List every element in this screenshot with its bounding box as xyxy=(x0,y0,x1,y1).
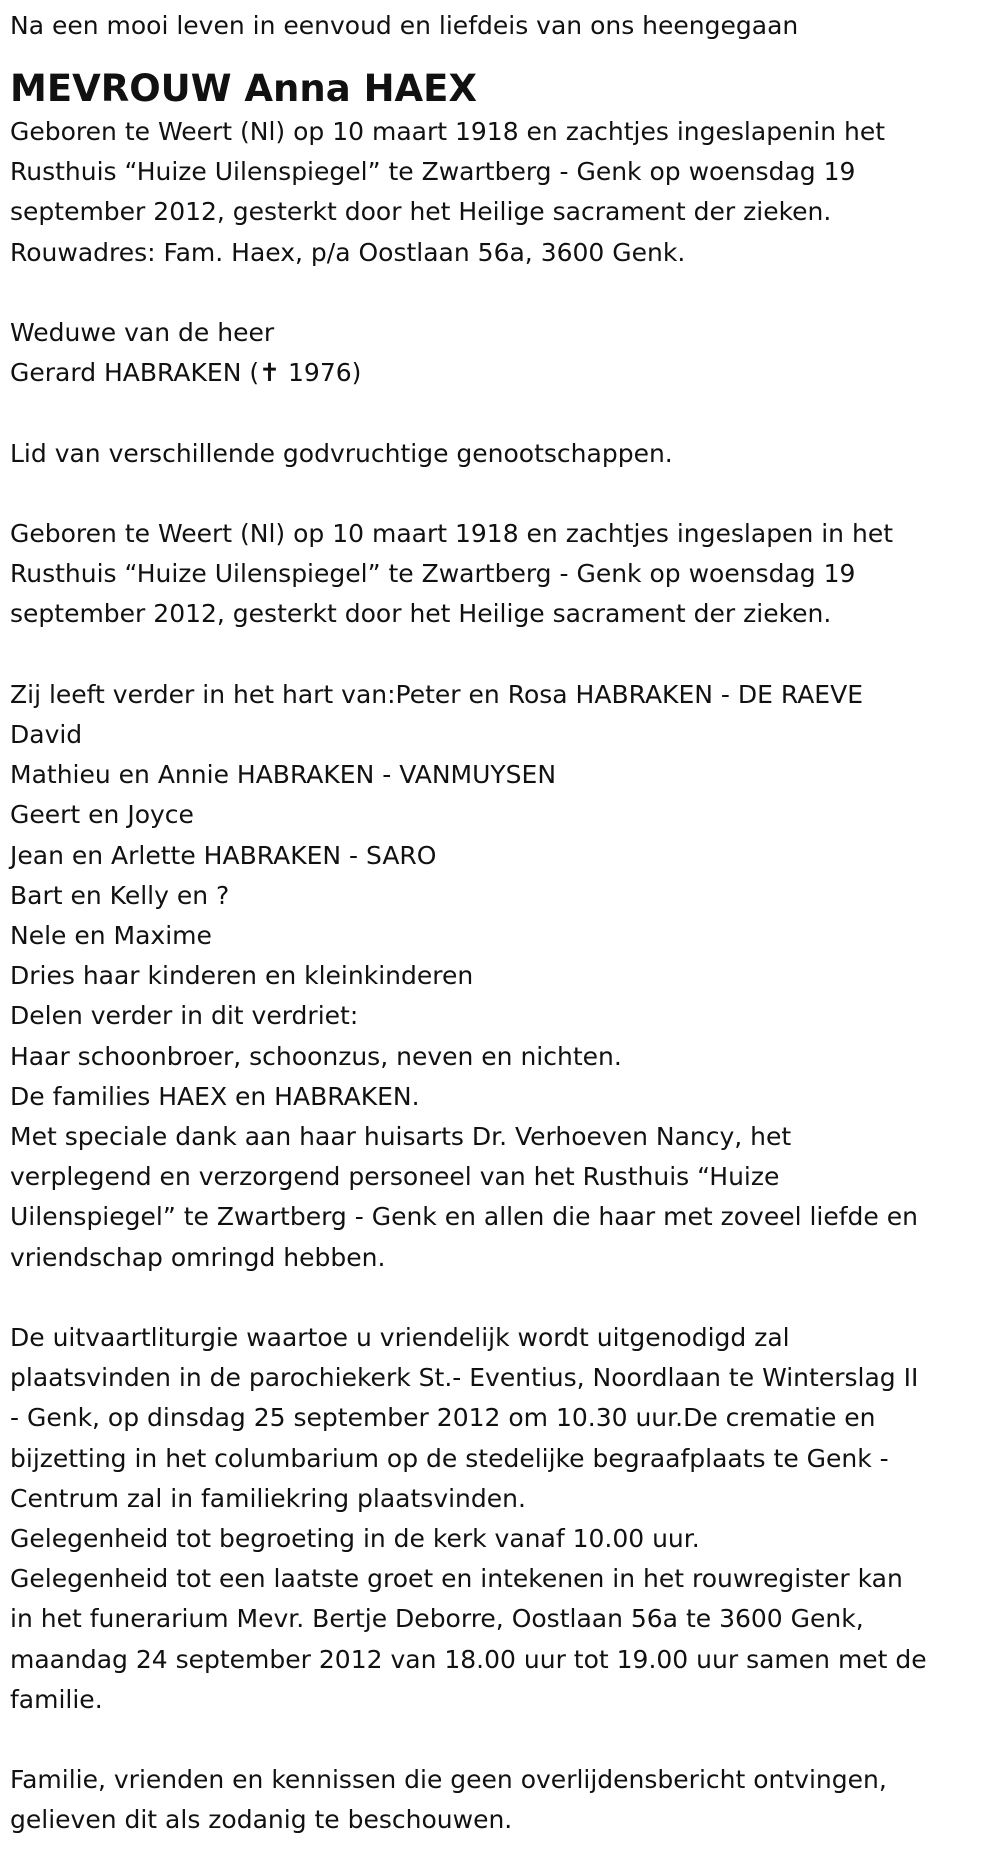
spacer xyxy=(10,1278,992,1318)
family-line: De families HAEX en HABRAKEN. xyxy=(10,1081,420,1111)
mourning-address: Rouwadres: Fam. Haex, p/a Oostlaan 56a, 3600 Genk. xyxy=(10,237,686,267)
birth-paragraph-1 xyxy=(10,112,992,273)
family-line: David xyxy=(10,719,83,749)
text-line: september 2012, gesterkt door het Heilige sacrament der zieken. xyxy=(10,599,832,629)
closing-line: Familie, vrienden en kennissen die geen overlijdensbericht ontvingen, xyxy=(10,1765,887,1795)
family-line: Nele en Maxime xyxy=(10,921,212,950)
spacer xyxy=(10,393,992,433)
family-line: Geert en Joyce xyxy=(10,800,194,830)
family-line: Zij leeft verder in het hart van:Peter en Rosa HABRAKEN - DE RAEVE xyxy=(10,679,864,709)
text-line: Rusthuis “Huize Uilenspiegel” te Zwartberg - Genk op woensdag 19 xyxy=(10,157,856,187)
family-line: Dries haar kinderen en kleinkinderen xyxy=(10,961,474,991)
ceremony-line: familie. xyxy=(10,1684,103,1714)
ceremony-line: - Genk, op dinsdag 25 september 2012 om 10.30 uur.De crematie en xyxy=(10,1403,876,1433)
text-line: Rusthuis “Huize Uilenspiegel” te Zwartberg - Genk op woensdag 19 xyxy=(10,559,856,589)
family-line: Jean en Arlette HABRAKEN - SARO xyxy=(10,840,437,870)
ceremony-line: bijzetting in het columbarium op de stedelijke begraafplaats te Genk - xyxy=(10,1443,889,1473)
family-line: Mathieu en Annie HABRAKEN - VANMUYSEN xyxy=(10,760,557,790)
ceremony-line: De uitvaartliturgie waartoe u vriendelijk wordt uitgenodigd zal xyxy=(10,1323,790,1353)
family-line: Haar schoonbroer, schoonzus, neven en nichten. xyxy=(10,1041,622,1071)
spacer xyxy=(10,474,992,514)
birth-paragraph-2 xyxy=(10,514,992,635)
intro-line: Na een mooi leven in eenvoud en liefdeis van ons heengegaan xyxy=(10,11,799,40)
thanks-line: vriendschap omringd hebben. xyxy=(10,1242,386,1272)
family-paragraph xyxy=(10,675,992,1278)
text-line: september 2012, gesterkt door het Heilige sacrament der zieken. xyxy=(10,197,832,227)
thanks-line: Met speciale dank aan haar huisarts Dr. Verhoeven Nancy, het xyxy=(10,1122,792,1152)
family-line: Delen verder in dit verdriet: xyxy=(10,1001,359,1031)
text-line: Geboren te Weert (Nl) op 10 maart 1918 en zachtjes ingeslapen in het xyxy=(10,518,893,548)
spouse-line: Gerard HABRAKEN (✝ 1976) xyxy=(10,358,362,388)
ceremony-line: Gelegenheid tot begroeting in de kerk vanaf 10.00 uur. xyxy=(10,1524,700,1554)
family-line: Bart en Kelly en ? xyxy=(10,880,230,910)
ceremony-line: Centrum zal in familiekring plaatsvinden. xyxy=(10,1483,526,1513)
spacer xyxy=(10,273,992,313)
ceremony-line: Gelegenheid tot een laatste groet en intekenen in het rouwregister kan xyxy=(10,1564,903,1594)
closing-paragraph xyxy=(10,1760,992,1840)
widow-paragraph xyxy=(10,313,992,393)
ceremony-paragraph xyxy=(10,1318,992,1720)
ceremony-line: maandag 24 september 2012 van 18.00 uur tot 19.00 uur samen met de xyxy=(10,1644,927,1674)
obituary-body xyxy=(10,112,992,1841)
thanks-line: Uilenspiegel” te Zwartberg - Genk en allen die haar met zoveel liefde en xyxy=(10,1202,918,1232)
closing-line: gelieven dit als zodanig te beschouwen. xyxy=(10,1805,513,1835)
society-line: Lid van verschillende godvruchtige genootschappen. xyxy=(10,438,673,468)
ceremony-line: plaatsvinden in de parochiekerk St.- Eventius, Noordlaan te Winterslag II xyxy=(10,1363,919,1393)
text-line: Geboren te Weert (Nl) op 10 maart 1918 en zachtjes ingeslapenin het xyxy=(10,117,886,146)
thanks-line: verplegend en verzorgend personeel van het Rusthuis “Huize xyxy=(10,1162,780,1192)
ceremony-line: in het funerarium Mevr. Bertje Deborre, Oostlaan 56a te 3600 Genk, xyxy=(10,1604,864,1634)
deceased-name: MEVROUW Anna HAEX xyxy=(10,67,477,110)
spacer xyxy=(10,1720,992,1760)
text-line: Weduwe van de heer xyxy=(10,318,275,347)
spacer xyxy=(10,635,992,675)
society-paragraph xyxy=(10,434,992,474)
